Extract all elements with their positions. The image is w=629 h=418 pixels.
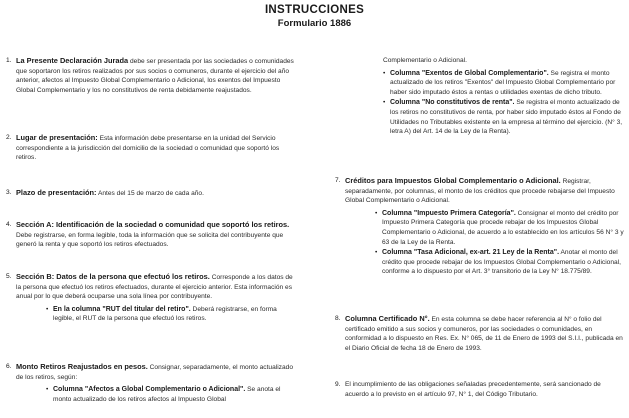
item-label: Sección B: Datos de la persona que efectuó los retiros. <box>16 272 210 281</box>
item-text: En esta columna se debe hacer referencia al N° o folio del certificado emitido a sus socios y comuneros, por las sociedades o comunidades, en conformidad a lo dispuesto en Res. Ex. N° 065, de 11 de Enero de 1993 del S.I.I., publicada en el Diario Oficial de fecha 18 de Enero de 1993. <box>345 316 623 352</box>
bullet-text: Se registra el monto actualizado de los retiros no constitutivos de renta, por haber sido imputado éstos al Fondo de Utilidades no Tributables existente en la empresa al término del ejercicio. (N° 3, letra A) del Art. 14 de la Ley de la Renta). <box>390 99 623 136</box>
item-number: 6. <box>6 363 12 370</box>
continuation-block <box>383 56 623 138</box>
bullet-text: Anotar el monto del crédito que procede rebajar de los Impuestos Global Complementario o Adicional, conforme a lo dispuesto por el Art. 3° transitorio de la Ley N° 18.775/89. <box>382 249 621 276</box>
instruction-item <box>335 380 625 399</box>
item-number: 1. <box>6 57 12 64</box>
item-text: Antes del 15 de marzo de cada año. <box>96 190 204 197</box>
item-label: Plazo de presentación: <box>16 188 97 197</box>
item-text: Debe registrarse, en forma legible, toda la información que se solicita del contribuyente que generó la renta y que soportó los retiros efectuados. <box>16 231 284 249</box>
instruction-item <box>6 56 296 95</box>
page-title: INSTRUCCIONES <box>264 4 365 16</box>
instruction-item <box>6 220 296 250</box>
bullet-list <box>46 305 296 324</box>
bullet-text: Se anota el monto actualizado de los retiros afectos al Impuesto Global <box>53 386 281 403</box>
item-number: 2. <box>6 134 12 141</box>
form-subtitle: Formulario 1886 <box>277 18 352 29</box>
item-number: 3. <box>6 189 12 196</box>
instruction-item <box>335 176 625 278</box>
bullet-label: Columna "No constitutivos de renta". <box>390 99 515 107</box>
bullet-text: Consignar el monto del crédito por Impuesto Primera Categoría que procede rebajar de los Impuestos Global Complementario o Adicional, de acuerdo a lo establecido en los artículos 56 N° 3 y 63 de la Ley de la Renta. <box>382 209 624 246</box>
item-body <box>16 133 296 163</box>
bullet-label: Columna "Afectos a Global Complementario o Adicional". <box>53 386 246 394</box>
item-body <box>16 56 296 95</box>
bullet-list <box>375 209 625 277</box>
instruction-item <box>6 362 296 405</box>
bullet-item <box>375 248 625 277</box>
bullet-item <box>46 305 296 324</box>
bullet-label: Columna "Impuesto Primera Categoría". <box>382 209 516 217</box>
bullet-item <box>383 69 623 98</box>
item-text: Consignar, separadamente, el monto actualizado de los retiros, según: <box>16 364 293 381</box>
item-text: El incumplimiento de las obligaciones señaladas precedentemente, será sancionado de acuerdo a lo previsto en el artículo 97, N° 1, del Código Tributario. <box>345 381 601 398</box>
item-text: Corresponde a los datos de la persona que efectuó los retiros efectuados, durante el ejercicio anterior. Esta información es anual por lo que deberá ocuparse una sola línea por contribuyente. <box>16 274 293 301</box>
item-number: 4. <box>6 221 12 228</box>
item-text: Esta información debe presentarse en la unidad del Servicio correspondiente a la jurisdicción del domicilio de la sociedad o comunidad que soportó los retiros. <box>16 135 280 162</box>
item-body <box>345 380 625 399</box>
bullet-list <box>46 385 296 404</box>
instruction-item <box>6 188 296 199</box>
item-number: 8. <box>335 315 341 322</box>
bullet-item <box>375 209 625 247</box>
item-label: Sección A: Identificación de la sociedad o comunidad que soportó los retiros. <box>16 220 290 229</box>
item-label: Columna Certificado N°. <box>345 314 430 323</box>
bullet-item <box>46 385 296 404</box>
item-label: La Presente Declaración Jurada <box>16 56 129 65</box>
item-number: 9. <box>335 381 341 388</box>
item-label: Créditos para Impuestos Global Complementario o Adicional. <box>345 176 561 185</box>
item-body <box>16 220 296 250</box>
continuation-bullets <box>353 69 623 137</box>
continuation-text: Complementario o Adicional. <box>383 57 467 64</box>
item-label: Monto Retiros Reajustados en pesos. <box>16 362 148 371</box>
instruction-item <box>335 314 625 353</box>
item-number: 5. <box>6 273 12 280</box>
item-text: debe ser presentada por las sociedades o comunidades que soportaron los retiros realizados por sus socios o comuneros, durante el ejercicio del año anterior, afectos al Impuesto Global Complementario o Adicional, los exentos del Impuesto Global Complementario y los no constitutivos de renta debidamente reajustados. <box>16 58 294 94</box>
item-label: Lugar de presentación: <box>16 133 98 142</box>
instruction-item <box>6 133 296 163</box>
item-body <box>345 314 625 353</box>
bullet-label: Columna "Exentos de Global Complementario". <box>390 69 549 77</box>
bullet-text: Deberá registrarse, en forma legible, el RUT de la persona que efectuó los retiros. <box>53 305 277 323</box>
item-body <box>16 362 296 404</box>
bullet-label: Columna "Tasa Adicional, ex-art. 21 Ley de la Renta". <box>382 249 560 257</box>
item-number: 7. <box>335 177 341 184</box>
item-body <box>345 176 625 277</box>
bullet-text: Se registra el monto actualizado de los retiros "Exentos" del Impuesto Global Complementario por haber sido imputado éstos a rentas o utilidades exentas de dicho tributo. <box>390 69 616 96</box>
bullet-list <box>383 69 623 137</box>
bullet-item <box>383 98 623 136</box>
bullet-label: En la columna "RUT del titular del retiro". <box>53 305 191 313</box>
item-body <box>16 272 296 324</box>
instruction-item <box>6 272 296 325</box>
item-text: Registrar, separadamente, por columnas, el monto de los créditos que procede rebajarse del Impuesto Global Complementario o Adicional. <box>345 178 615 205</box>
item-body <box>16 188 296 199</box>
